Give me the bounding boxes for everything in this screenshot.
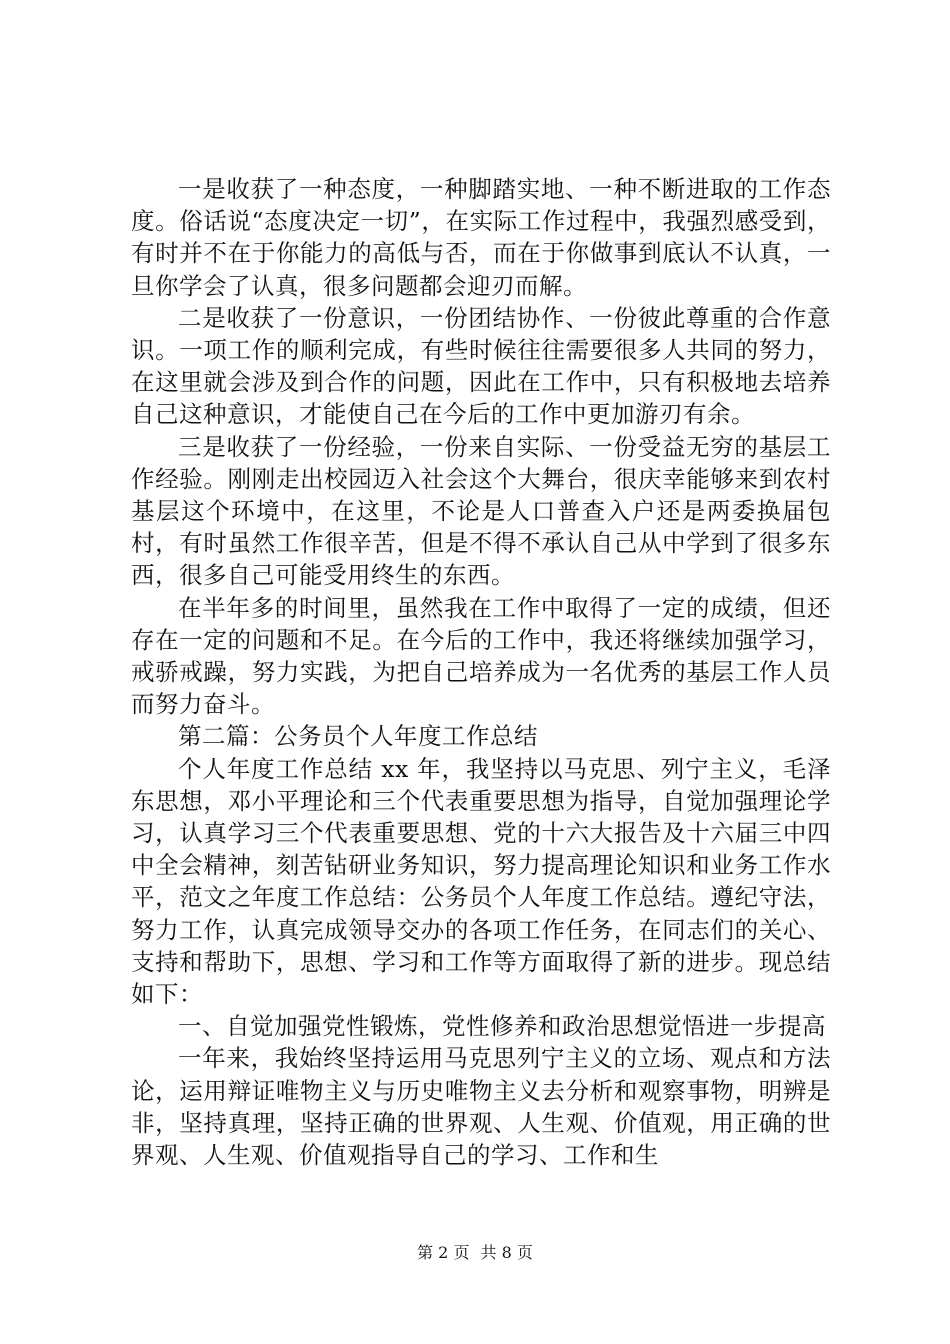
paragraph-intro: 个人年度工作总结 xx 年，我坚持以马克思、列宁主义，毛泽东思想，邓小平理论和三个代表重要思想为指导，自觉加强理论学习，认真学习三个代表重要思想、党的十六大报告及十六届三中四中全会精神，刻苦钻研业务知识，努力提高理论知识和业务工作水平，范文之年度工作总结：公务员个人年度工作总结。遵纪守法，努力工作，认真完成领导交办的各项工作任务，在同志们的关心、支持和帮助下，思想、学习和工作等方面取得了新的进步。现总结如下： — [131, 754, 831, 1009]
subsection-heading: 一、自觉加强党性锻炼，党性修养和政治思想觉悟进一步提高 — [178, 1012, 826, 1041]
page-footer — [0, 1240, 950, 1263]
paragraph-attitude: 一是收获了一种态度，一种脚踏实地、一种不断进取的工作态度。俗话说“态度决定一切”，在实际工作过程中，我强烈感受到，有时并不在于你能力的高低与否，而在于你做事到底认不认真，一旦你学会了认真，很多问题都会迎刃而解。 — [131, 175, 831, 300]
section-heading: 第二篇：公务员个人年度工作总结 — [178, 722, 538, 751]
paragraph-experience: 三是收获了一份经验，一份来自实际、一份受益无穷的基层工作经验。刚刚走出校园迈入社会这个大舞台，很庆幸能够来到农村基层这个环境中，在这里，不论是人口普查入户还是两委换届包村，有时虽然工作很辛苦，但是不得不承认自己从中学到了很多东西，很多自己可能受用终生的东西。 — [131, 432, 831, 590]
paragraph-body: 一年来，我始终坚持运用马克思列宁主义的立场、观点和方法论，运用辩证唯物主义与历史唯物主义去分析和观察事物，明辨是非，坚持真理，坚持正确的世界观、人生观、价值观，用正确的世界观、人生观、价值观指导自己的学习、工作和生 — [131, 1044, 831, 1170]
page-number: 第 2 页 — [417, 1243, 470, 1262]
paragraph-conclusion: 在半年多的时间里，虽然我在工作中取得了一定的成绩，但还存在一定的问题和不足。在今后的工作中，我还将继续加强学习，戒骄戒躁，努力实践，为把自己培养成为一名优秀的基层工作人员而努力奋斗。 — [131, 593, 831, 719]
page-total: 共 8 页 — [480, 1243, 533, 1262]
document-body — [131, 173, 831, 1171]
paragraph-awareness: 二是收获了一份意识，一份团结协作、一份彼此尊重的合作意识。一项工作的顺利完成，有些时候往往需要很多人共同的努力，在这里就会涉及到合作的问题，因此在工作中，只有积极地去培养自己这种意识，才能使自己在今后的工作中更加游刃有余。 — [131, 303, 831, 429]
